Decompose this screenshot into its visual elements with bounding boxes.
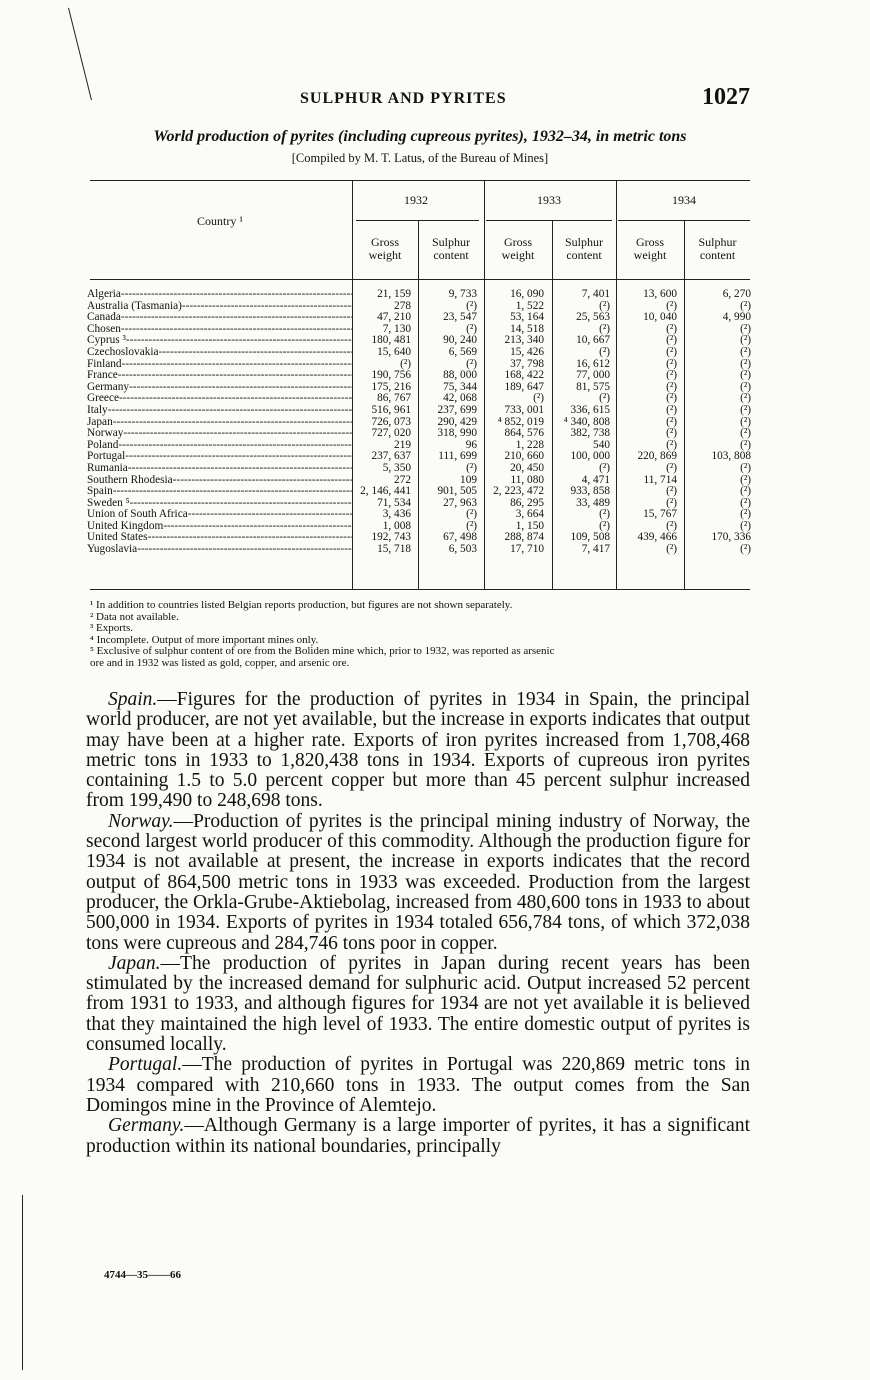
footnote: ⁴ Incomplete. Output of more important mines only. bbox=[90, 633, 319, 646]
scan-edge-top-left bbox=[68, 8, 92, 100]
table-cell: (²) bbox=[740, 473, 751, 486]
table-cell: (²) bbox=[599, 322, 610, 335]
table-cell: 7, 417 bbox=[581, 543, 610, 556]
dot-leader bbox=[118, 370, 352, 382]
table-cell: 516, 961 bbox=[371, 403, 411, 416]
paragraph bbox=[86, 954, 750, 1055]
paragraph-text: —The production of pyrites in Portugal was 220,869 metric tons in 1934 compared with 210,660 tons in 1933. The output comes from the San Domingos mine in the Province of Alemtejo. bbox=[86, 1054, 750, 1116]
table-cell: 10, 040 bbox=[643, 311, 677, 324]
table-cell: (²) bbox=[666, 519, 677, 532]
table-cell: 23, 547 bbox=[443, 311, 477, 324]
footnote: ² Data not available. bbox=[90, 610, 179, 623]
dot-leader bbox=[126, 335, 352, 347]
table-cell: 336, 615 bbox=[570, 403, 610, 416]
table-cell: 278 bbox=[394, 299, 411, 312]
dot-leader bbox=[128, 463, 352, 475]
table-cell: 3, 436 bbox=[382, 508, 411, 521]
table-cell: 11, 714 bbox=[643, 473, 677, 486]
table-cell: (²) bbox=[740, 369, 751, 382]
sulphur-1934-column bbox=[685, 289, 751, 556]
table-subtitle: [Compiled by M. T. Latus, of the Bureau of Mines] bbox=[291, 151, 549, 165]
table-cell: 14, 518 bbox=[510, 322, 544, 335]
country-row bbox=[87, 301, 352, 313]
table-cell: (²) bbox=[599, 461, 610, 474]
country-name: Poland bbox=[87, 439, 119, 451]
country-row bbox=[87, 393, 352, 405]
table-cell: 86, 767 bbox=[377, 392, 411, 405]
country-name: Japan bbox=[87, 416, 113, 428]
country-row bbox=[87, 463, 352, 475]
table-cell: (²) bbox=[740, 357, 751, 370]
sulphur-1932-column bbox=[419, 289, 477, 556]
table-cell: 16, 612 bbox=[576, 357, 610, 370]
year-underline-1933 bbox=[486, 220, 612, 221]
paragraph-lead: Germany. bbox=[108, 1115, 185, 1137]
table-cell: 75, 344 bbox=[443, 380, 477, 393]
paragraph-lead: Portugal. bbox=[108, 1054, 183, 1076]
table-cell: 10, 667 bbox=[576, 334, 610, 347]
sulphur-content-header-1932: Sulphur content bbox=[431, 235, 470, 262]
table-cell: 42, 068 bbox=[443, 392, 477, 405]
table-cell: (²) bbox=[666, 496, 677, 509]
table-cell: (²) bbox=[466, 322, 477, 335]
table-cell: (²) bbox=[466, 461, 477, 474]
table-cell: 3, 664 bbox=[515, 508, 544, 521]
table-cell: (²) bbox=[740, 438, 751, 451]
table-cell: 6, 270 bbox=[722, 288, 751, 300]
table-cell: (²) bbox=[400, 357, 411, 370]
country-row bbox=[87, 486, 352, 498]
table-cell: 439, 466 bbox=[637, 531, 677, 544]
footnote: ⁵ Exclusive of sulphur content of ore from the Boliden mine which, prior to 1932, was reported as arsenic bbox=[90, 645, 555, 658]
table-cell: 33, 489 bbox=[576, 496, 610, 509]
header-bottom-rule bbox=[90, 279, 750, 280]
country-row bbox=[87, 498, 352, 510]
paragraph-text: —Although Germany is a large importer of pyrites, it has a significant production within its national boundaries, principally bbox=[86, 1115, 750, 1157]
table-cell: 727, 020 bbox=[371, 427, 411, 440]
table-cell: (²) bbox=[666, 322, 677, 335]
dot-leader bbox=[121, 324, 352, 336]
paragraph-text: —The production of pyrites in Japan during recent years has been stimulated by the increased demand for sulphuric acid. Output increased 52 percent from 1931 to 1933, and although figures for 1934 are not yet available it is believed that they maintained the high level of 1933. The entire domestic output of pyrites is consumed locally. bbox=[86, 952, 750, 1056]
paragraph-lead: Spain. bbox=[108, 689, 158, 710]
table-cell: 864, 576 bbox=[504, 427, 544, 440]
table-cell: 5, 350 bbox=[382, 461, 411, 474]
table-cell: 219 bbox=[394, 438, 411, 451]
country-name: France bbox=[87, 370, 118, 382]
country-row bbox=[87, 335, 352, 347]
country-row bbox=[87, 370, 352, 382]
gross-weight-header-1932: Gross weight bbox=[368, 235, 402, 262]
table-cell: 15, 767 bbox=[643, 508, 677, 521]
table-cell: (²) bbox=[599, 299, 610, 312]
table-cell: 21, 159 bbox=[377, 288, 411, 300]
printer-job-code: 4744—35——66 bbox=[104, 1269, 181, 1281]
table-cell: (²) bbox=[666, 438, 677, 451]
table-cell: (²) bbox=[466, 508, 477, 521]
dot-leader bbox=[121, 289, 352, 301]
page-number: 1027 bbox=[702, 84, 750, 110]
table-cell: 1, 228 bbox=[515, 438, 544, 451]
table-cell: 90, 240 bbox=[443, 334, 477, 347]
running-title: SULPHUR AND PYRITES bbox=[300, 90, 507, 107]
year-header-1932: 1932 bbox=[404, 193, 428, 207]
gross-1933-column bbox=[485, 289, 544, 556]
table-cell: 16, 090 bbox=[510, 288, 544, 300]
table-cell: (²) bbox=[666, 427, 677, 440]
dot-leader bbox=[108, 405, 352, 417]
table-cell: 9, 733 bbox=[448, 288, 477, 300]
table-cell: (²) bbox=[533, 392, 544, 405]
table-footnotes bbox=[90, 600, 755, 670]
table-cell: 15, 718 bbox=[377, 543, 411, 556]
table-cell: 220, 869 bbox=[637, 450, 677, 463]
country-name: United States bbox=[87, 532, 148, 544]
table-cell: (²) bbox=[740, 392, 751, 405]
table-cell: (²) bbox=[666, 485, 677, 498]
table-cell: 15, 640 bbox=[377, 345, 411, 358]
table-cell: 318, 990 bbox=[437, 427, 477, 440]
table-cell: 103, 808 bbox=[711, 450, 751, 463]
table-cell: 17, 710 bbox=[510, 543, 544, 556]
table-cell: (²) bbox=[740, 485, 751, 498]
table-cell: 88, 000 bbox=[443, 369, 477, 382]
body-text bbox=[86, 690, 750, 1157]
table-cell: 733, 001 bbox=[504, 403, 544, 416]
country-name: Union of South Africa bbox=[87, 509, 188, 521]
gross-weight-header-1933: Gross weight bbox=[501, 235, 535, 262]
table-top-rule bbox=[90, 180, 750, 181]
table-cell: (²) bbox=[740, 322, 751, 335]
table-cell: (²) bbox=[740, 508, 751, 521]
country-row bbox=[87, 532, 352, 544]
table-cell: 13, 600 bbox=[643, 288, 677, 300]
table-cell: ⁴ 340, 808 bbox=[563, 415, 610, 428]
table-cell: (²) bbox=[599, 345, 610, 358]
country-row bbox=[87, 475, 352, 487]
dot-leader bbox=[129, 382, 352, 394]
gross-1934-column bbox=[617, 289, 677, 556]
dot-leader bbox=[118, 440, 352, 452]
dot-leader bbox=[159, 347, 352, 359]
dot-leader bbox=[163, 521, 352, 533]
table-cell: (²) bbox=[666, 345, 677, 358]
dot-leader bbox=[182, 301, 352, 313]
table-cell: 189, 647 bbox=[504, 380, 544, 393]
dot-leader bbox=[123, 428, 352, 440]
table-cell: 192, 743 bbox=[371, 531, 411, 544]
table-cell: 190, 756 bbox=[371, 369, 411, 382]
table-cell: 11, 080 bbox=[510, 473, 544, 486]
footnote: ¹ In addition to countries listed Belgian reports production, but figures are not shown separately. bbox=[90, 599, 513, 611]
paragraph bbox=[86, 1055, 750, 1116]
table-cell: (²) bbox=[666, 369, 677, 382]
sulphur-content-header-1934: Sulphur content bbox=[698, 235, 737, 262]
country-name: Southern Rhodesia bbox=[87, 474, 173, 486]
country-row bbox=[87, 289, 352, 301]
country-row bbox=[87, 521, 352, 533]
table-cell: 27, 963 bbox=[443, 496, 477, 509]
dot-leader bbox=[188, 509, 352, 521]
table-cell: (²) bbox=[740, 299, 751, 312]
table-cell: 170, 336 bbox=[711, 531, 751, 544]
table-cell: 53, 164 bbox=[510, 311, 544, 324]
country-name: Cyprus ³ bbox=[87, 335, 126, 347]
footnote: ore and in 1932 was listed as gold, copper, and arsenic ore. bbox=[90, 656, 350, 669]
country-row bbox=[87, 359, 352, 371]
table-cell: (²) bbox=[740, 334, 751, 347]
table-cell: 7, 130 bbox=[382, 322, 411, 335]
country-column-header: Country ¹ bbox=[197, 214, 243, 228]
table-cell: (²) bbox=[740, 461, 751, 474]
table-cell: (²) bbox=[466, 519, 477, 532]
gross-1932-column bbox=[353, 289, 411, 556]
table-cell: 86, 295 bbox=[510, 496, 544, 509]
sulphur-1933-column bbox=[553, 289, 610, 556]
table-cell: 901, 505 bbox=[437, 485, 477, 498]
sulphur-content-header-1933: Sulphur content bbox=[564, 235, 603, 262]
table-cell: 2, 146, 441 bbox=[360, 485, 411, 498]
country-name: Yugoslavia bbox=[87, 544, 138, 556]
table-cell: 726, 073 bbox=[371, 415, 411, 428]
table-cell: 272 bbox=[394, 473, 411, 486]
table-cell: 96 bbox=[465, 438, 477, 451]
table-cell: (²) bbox=[740, 543, 751, 556]
paragraph bbox=[86, 690, 750, 812]
table-cell: 111, 699 bbox=[438, 450, 477, 463]
country-name: Norway bbox=[87, 428, 124, 440]
dot-leader bbox=[113, 486, 352, 498]
table-cell: (²) bbox=[740, 345, 751, 358]
year-header-1934: 1934 bbox=[672, 193, 696, 207]
country-name: Portugal bbox=[87, 451, 126, 463]
table-cell: (²) bbox=[666, 357, 677, 370]
table-cell: 25, 563 bbox=[576, 311, 610, 324]
table-cell: 109 bbox=[460, 473, 477, 486]
table-cell: (²) bbox=[599, 508, 610, 521]
table-cell: (²) bbox=[599, 519, 610, 532]
table-cell: 180, 481 bbox=[371, 334, 411, 347]
country-row bbox=[87, 451, 352, 463]
table-cell: 100, 000 bbox=[570, 450, 610, 463]
table-cell: 77, 000 bbox=[576, 369, 610, 382]
table-cell: 1, 008 bbox=[382, 519, 411, 532]
table-cell: (²) bbox=[666, 380, 677, 393]
country-name: Germany bbox=[87, 381, 130, 393]
table-cell: (²) bbox=[666, 299, 677, 312]
table-cell: (²) bbox=[599, 392, 610, 405]
table-cell: (²) bbox=[666, 461, 677, 474]
dot-leader bbox=[121, 312, 352, 324]
table-cell: 6, 503 bbox=[448, 543, 477, 556]
table-cell: 237, 637 bbox=[371, 450, 411, 463]
table-cell: 47, 210 bbox=[377, 311, 411, 324]
table-cell: 81, 575 bbox=[576, 380, 610, 393]
table-cell: 288, 874 bbox=[504, 531, 544, 544]
country-row bbox=[87, 509, 352, 521]
dot-leader bbox=[137, 544, 352, 556]
table-cell: 4, 990 bbox=[722, 311, 751, 324]
country-name: Greece bbox=[87, 393, 119, 405]
table-cell: (²) bbox=[466, 299, 477, 312]
table-cell: 37, 798 bbox=[510, 357, 544, 370]
scan-edge-bottom-left bbox=[22, 1195, 23, 1370]
paragraph-text: —Figures for the production of pyrites in 1934 in Spain, the principal world producer, are not yet available, but the increase in exports indicates that output may have been at a higher rate. Exports of iron pyrites increased from 1,708,468 metric tons in 1933 to 1,820,438 tons in 1934. Exports of cupreous iron pyrites containing 1.5 to 5.0 percent copper but more than 45 percent sulphur increased from 199,490 to 248,698 tons. bbox=[86, 689, 750, 812]
table-cell: 290, 429 bbox=[437, 415, 477, 428]
dot-leader bbox=[173, 475, 352, 487]
table-cell: 933, 858 bbox=[570, 485, 610, 498]
table-cell: (²) bbox=[740, 415, 751, 428]
country-name: Czechoslovakia bbox=[87, 346, 159, 358]
table-cell: 168, 422 bbox=[504, 369, 544, 382]
country-name: United Kingdom bbox=[87, 520, 164, 532]
table-cell: 1, 150 bbox=[515, 519, 544, 532]
paragraph-lead: Norway. bbox=[108, 810, 174, 832]
dot-leader bbox=[130, 498, 352, 510]
country-name: Chosen bbox=[87, 323, 121, 335]
country-name: Australia (Tasmania) bbox=[87, 300, 182, 312]
table-cell: 1, 522 bbox=[515, 299, 544, 312]
country-name: Italy bbox=[87, 404, 108, 416]
table-cell: 210, 660 bbox=[504, 450, 544, 463]
paragraph bbox=[86, 1116, 750, 1157]
country-name: Finland bbox=[87, 358, 122, 370]
table-cell: (²) bbox=[666, 403, 677, 416]
country-name: Sweden ⁵ bbox=[87, 497, 130, 509]
country-name: Algeria bbox=[87, 289, 121, 300]
paragraph-lead: Japan. bbox=[108, 952, 161, 974]
page-header bbox=[90, 86, 750, 116]
paragraph-text: —Production of pyrites is the principal mining industry of Norway, the second largest world producer of this commodity. Although the production figure for 1934 is not available at present, the increase in exports indicates that the record output of 864,500 metric tons in 1933 was exceeded. Production from the largest producer, the Orkla-Grube-Aktiebolag, increased from 480,600 tons in 1933 to about 500,000 in 1934. Exports of pyrites in 1934 totaled 656,784 tons, of which 372,038 tons were cupreous and 284,746 tons poor in copper. bbox=[86, 810, 750, 954]
country-row bbox=[87, 347, 352, 359]
country-list bbox=[87, 289, 352, 556]
country-name: Rumania bbox=[87, 462, 128, 474]
table-cell: (²) bbox=[466, 357, 477, 370]
table-cell: 20, 450 bbox=[510, 461, 544, 474]
table-cell: 67, 498 bbox=[443, 531, 477, 544]
dot-leader bbox=[113, 417, 352, 429]
table-cell: 175, 216 bbox=[371, 380, 411, 393]
paragraph bbox=[86, 812, 750, 954]
gross-weight-header-1934: Gross weight bbox=[633, 235, 667, 262]
country-name: Spain bbox=[87, 486, 113, 498]
country-row bbox=[87, 324, 352, 336]
table-cell: 7, 401 bbox=[581, 288, 610, 300]
table-cell: (²) bbox=[740, 403, 751, 416]
country-row bbox=[87, 312, 352, 324]
country-row bbox=[87, 417, 352, 429]
table-cell: 109, 508 bbox=[570, 531, 610, 544]
country-name: Canada bbox=[87, 312, 121, 324]
dot-leader bbox=[122, 359, 352, 371]
table-cell: (²) bbox=[740, 380, 751, 393]
table-cell: 237, 699 bbox=[437, 403, 477, 416]
footnote: ³ Exports. bbox=[90, 622, 134, 635]
table-title: World production of pyrites (including cupreous pyrites), 1932–34, in metric tons bbox=[153, 128, 687, 145]
dot-leader bbox=[125, 451, 352, 463]
table-cell: (²) bbox=[666, 543, 677, 556]
table-cell: 2, 223, 472 bbox=[493, 485, 544, 498]
table-cell: (²) bbox=[666, 415, 677, 428]
table-cell: 15, 426 bbox=[510, 345, 544, 358]
table-bottom-rule bbox=[90, 589, 750, 590]
country-row bbox=[87, 382, 352, 394]
table-cell: (²) bbox=[740, 427, 751, 440]
table-cell: 540 bbox=[593, 438, 610, 451]
table-cell: 4, 471 bbox=[581, 473, 610, 486]
table-cell: 6, 569 bbox=[448, 345, 477, 358]
dot-leader bbox=[119, 393, 352, 405]
table-cell: (²) bbox=[666, 334, 677, 347]
year-header-1933: 1933 bbox=[537, 193, 561, 207]
country-row bbox=[87, 544, 352, 556]
table-cell: ⁴ 852, 019 bbox=[497, 415, 544, 428]
table-cell: (²) bbox=[666, 392, 677, 405]
table-cell: (²) bbox=[740, 519, 751, 532]
table-cell: 382, 738 bbox=[570, 427, 610, 440]
table-cell: 213, 340 bbox=[504, 334, 544, 347]
table-cell: 71, 534 bbox=[377, 496, 411, 509]
table-cell: (²) bbox=[740, 496, 751, 509]
country-row bbox=[87, 405, 352, 417]
dot-leader bbox=[148, 532, 352, 544]
country-row bbox=[87, 440, 352, 452]
country-row bbox=[87, 428, 352, 440]
